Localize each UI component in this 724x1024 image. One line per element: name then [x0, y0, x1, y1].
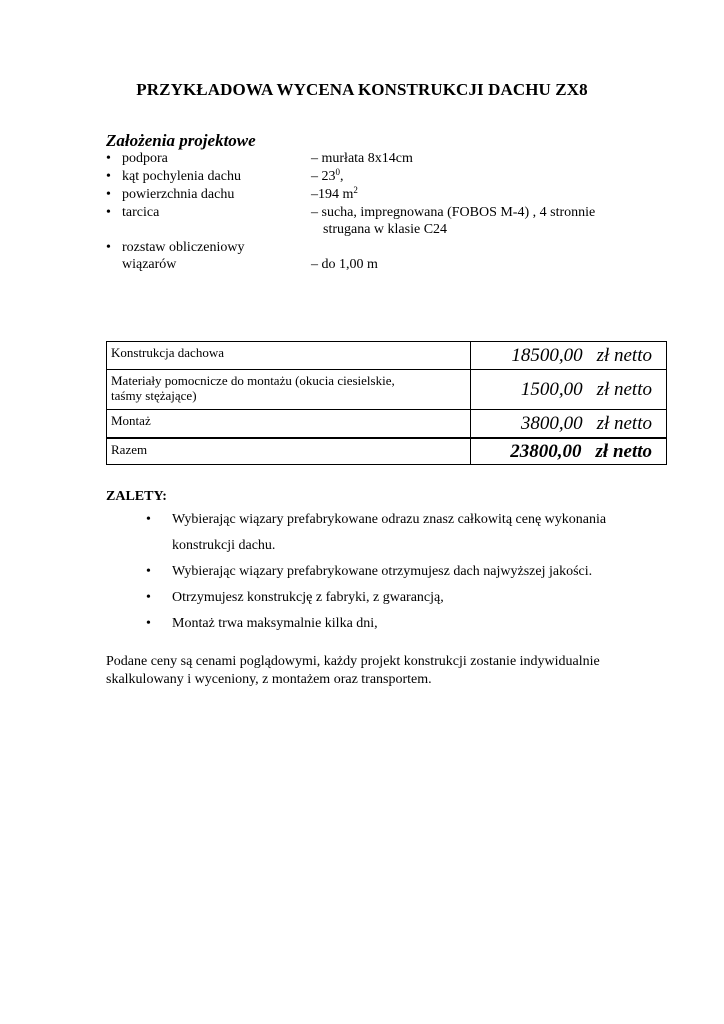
assumption-value: [311, 187, 358, 203]
amount-unit: zł netto: [596, 344, 652, 366]
assumption-item: [106, 187, 666, 205]
table-row: [107, 342, 667, 370]
assumption-value-superscript: 2: [353, 185, 358, 195]
assumption-value-continued: strugana w klasie C24: [323, 222, 448, 237]
amount-unit: zł netto: [596, 378, 652, 400]
amount-value: 3800,00: [520, 412, 583, 434]
table-row: [107, 370, 667, 410]
advantages-heading: ZALETY:: [106, 489, 167, 504]
amount-value: 23800,00: [510, 440, 582, 462]
row-amount: [471, 438, 667, 465]
list-item: [146, 585, 666, 611]
assumption-label-continued: wiązarów: [122, 257, 177, 272]
amount-unit: zł netto: [595, 440, 652, 462]
assumption-value: – do 1,00 m: [311, 257, 378, 272]
amount-value: 1500,00: [520, 378, 583, 400]
assumption-value-tail: ,: [340, 169, 344, 184]
document-title: PRZYKŁADOWA WYCENA KONSTRUKCJI DACHU ZX8: [136, 80, 588, 99]
assumptions-heading: Założenia projektowe: [106, 131, 256, 150]
assumption-label: powierzchnia dachu: [122, 187, 235, 202]
list-item: [146, 507, 666, 533]
bullet-icon: •: [106, 187, 111, 202]
list-item-text: Wybierając wiązary prefabrykowane odrazu znasz całkowitą cenę wykonania: [172, 512, 607, 527]
row-amount: [471, 342, 667, 370]
bullet-icon: •: [106, 151, 111, 166]
row-amount: [471, 410, 667, 439]
assumption-label: kąt pochylenia dachu: [122, 169, 241, 184]
bullet-icon: •: [146, 616, 151, 631]
assumption-value-main: – 23: [311, 169, 336, 184]
table-row: [107, 410, 667, 439]
list-item-continued: [146, 533, 666, 559]
list-item: [146, 611, 666, 637]
list-item-text: Montaż trwa maksymalnie kilka dni,: [172, 616, 378, 631]
row-description: Montaż: [107, 410, 471, 439]
assumption-label: rozstaw obliczeniowy: [122, 240, 245, 255]
assumption-value: – sucha, impregnowana (FOBOS M-4) , 4 stronnie: [311, 205, 596, 220]
assumption-value-superscript: 0: [335, 167, 340, 177]
list-item-text: Otrzymujesz konstrukcję z fabryki, z gwarancją,: [172, 590, 444, 605]
row-description: Materiały pomocnicze do montażu (okucia ciesielskie, taśmy stężające): [107, 370, 471, 410]
assumption-label: podpora: [122, 151, 168, 166]
assumption-item: [106, 169, 666, 187]
row-description: Razem: [107, 438, 471, 465]
bullet-icon: •: [106, 240, 111, 255]
assumption-label: tarcica: [122, 205, 160, 220]
table-row-total: [107, 438, 667, 465]
bullet-icon: •: [106, 205, 111, 220]
row-description: Konstrukcja dachowa: [107, 342, 471, 370]
list-item-text: konstrukcji dachu.: [172, 538, 276, 553]
bullet-icon: •: [146, 564, 151, 579]
assumption-value-main: –194 m: [311, 187, 354, 202]
assumption-item: [106, 240, 666, 276]
amount-value: 18500,00: [511, 344, 583, 366]
bullet-icon: •: [146, 590, 151, 605]
advantages-list: [146, 507, 666, 637]
assumption-value: – murłata 8x14cm: [311, 151, 413, 166]
row-amount: [471, 370, 667, 410]
assumption-item: [106, 205, 666, 241]
assumption-item: [106, 151, 666, 169]
disclaimer-paragraph: Podane ceny są cenami poglądowymi, każdy projekt konstrukcji zostanie indywidualnie skalkulowany i wyceniony, z montażem oraz transportem.: [106, 654, 600, 687]
list-item: [146, 559, 666, 585]
list-item-text: Wybierając wiązary prefabrykowane otrzymujesz dach najwyższej jakości.: [172, 564, 593, 579]
row-description-line2: taśmy stężające): [111, 388, 197, 403]
bullet-icon: •: [146, 512, 151, 527]
bullet-icon: •: [106, 169, 111, 184]
amount-unit: zł netto: [596, 412, 652, 434]
assumption-value: [311, 169, 344, 185]
price-table: [106, 341, 667, 465]
